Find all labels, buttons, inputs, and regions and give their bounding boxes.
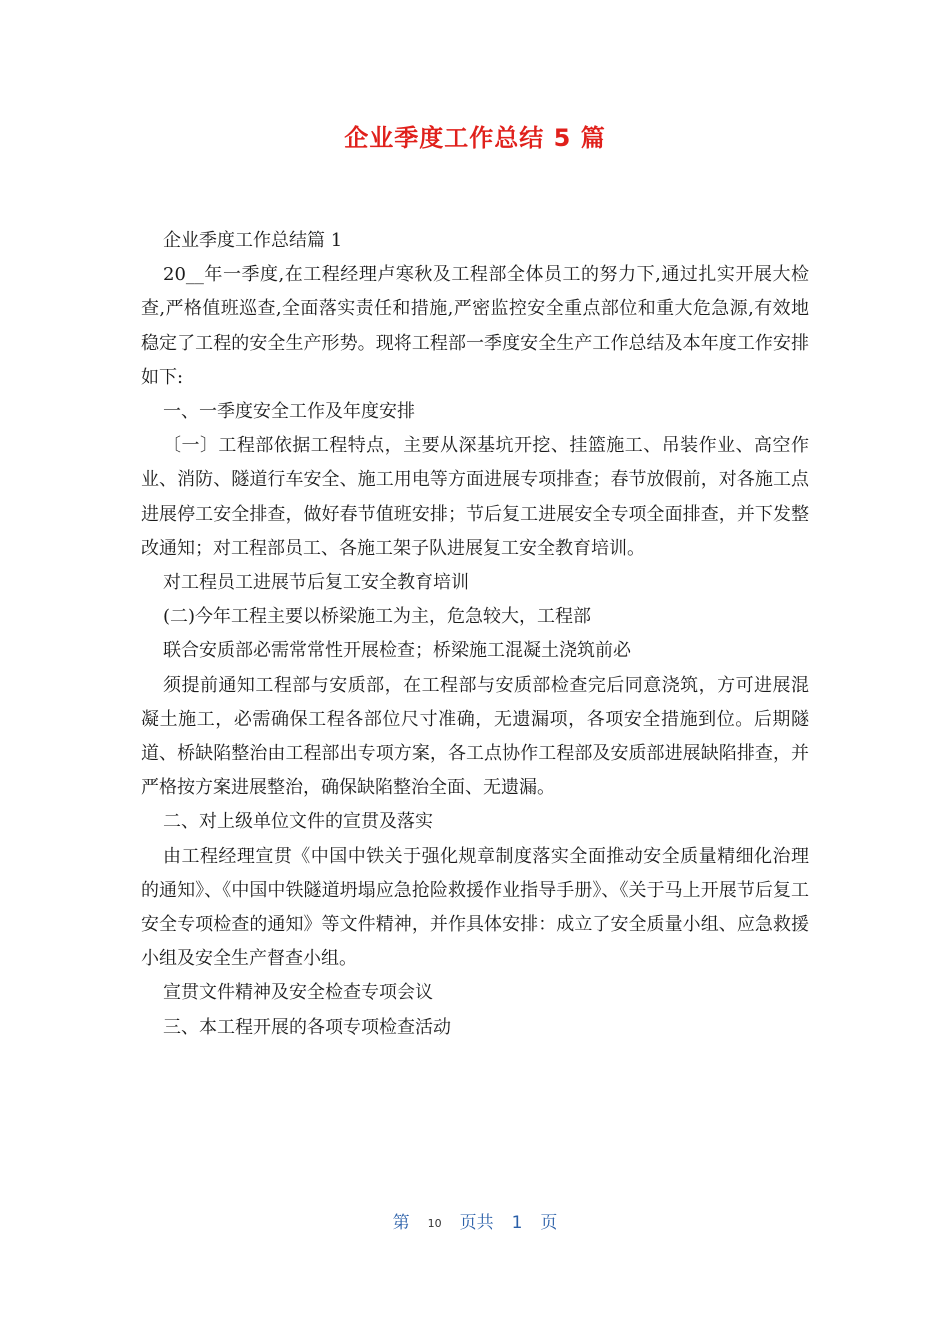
- footer-suffix: 页: [540, 1213, 558, 1233]
- document-title: 企业季度工作总结 5 篇: [344, 124, 606, 152]
- document-body: [141, 224, 809, 1045]
- footer-total-pages: 1: [511, 1213, 523, 1233]
- paragraph: 〔一〕工程部依据工程特点，主要从深基坑开挖、挂篮施工、吊装作业、高空作业、消防、隧道行车安全、施工用电等方面进展专项排查；春节放假前，对各施工点进展停工安全排查，做好春节值班安排；节后复工进展安全专项全面排查，并下发整改通知；对工程部员工、各施工架子队进展复工安全教育培训。: [141, 435, 809, 559]
- paragraph: 由工程经理宣贯《中国中铁关于强化规章制度落实全面推动安全质量精细化治理的通知》、《中国中铁隧道坍塌应急抢险救援作业指导手册》、《关于马上开展节后复工安全专项检查的通知》等文件精神，并作具体安排：成立了安全质量小组、应急救援小组及安全生产督查小组。: [141, 845, 809, 970]
- section-heading: 二、对上级单位文件的宣贯及落实: [163, 811, 433, 833]
- footer-middle: 页共: [459, 1213, 494, 1233]
- footer-page-number: 10: [427, 1217, 442, 1230]
- paragraph: (二)今年工程主要以桥梁施工为主，危急较大，工程部: [163, 606, 592, 628]
- section-heading: 三、本工程开展的各项专项检查活动: [163, 1016, 451, 1038]
- footer-prefix: 第: [392, 1213, 410, 1233]
- page-footer: [0, 1208, 950, 1233]
- section-heading: 一、一季度安全工作及年度安排: [163, 401, 415, 423]
- image-caption: 宣贯文件精神及安全检查专项会议: [163, 982, 433, 1004]
- paragraph: 须提前通知工程部与安质部，在工程部与安质部检查完后同意浇筑，方可进展混凝土施工，必需确保工程各部位尺寸准确，无遗漏项，各项安全措施到位。后期隧道、桥缺陷整治由工程部出专项方案，各工点协作工程部及安质部进展缺陷排查，并严格按方案进展整治，确保缺陷整治全面、无遗漏。: [141, 674, 809, 799]
- image-caption: 对工程员工进展节后复工安全教育培训: [163, 572, 469, 594]
- paragraph: 20__年一季度,在工程经理卢寒秋及工程部全体员工的努力下,通过扎实开展大检查,严格值班巡查,全面落实责任和措施,严密监控安全重点部位和重大危急源,有效地稳定了工程的安全生产形势。现将工程部一季度安全生产工作总结及本年度工作安排如下:: [141, 264, 809, 388]
- paragraph: 联合安质部必需常常性开展检查；桥梁施工混凝土浇筑前必: [163, 640, 631, 662]
- section-heading: 企业季度工作总结篇 1: [163, 230, 343, 251]
